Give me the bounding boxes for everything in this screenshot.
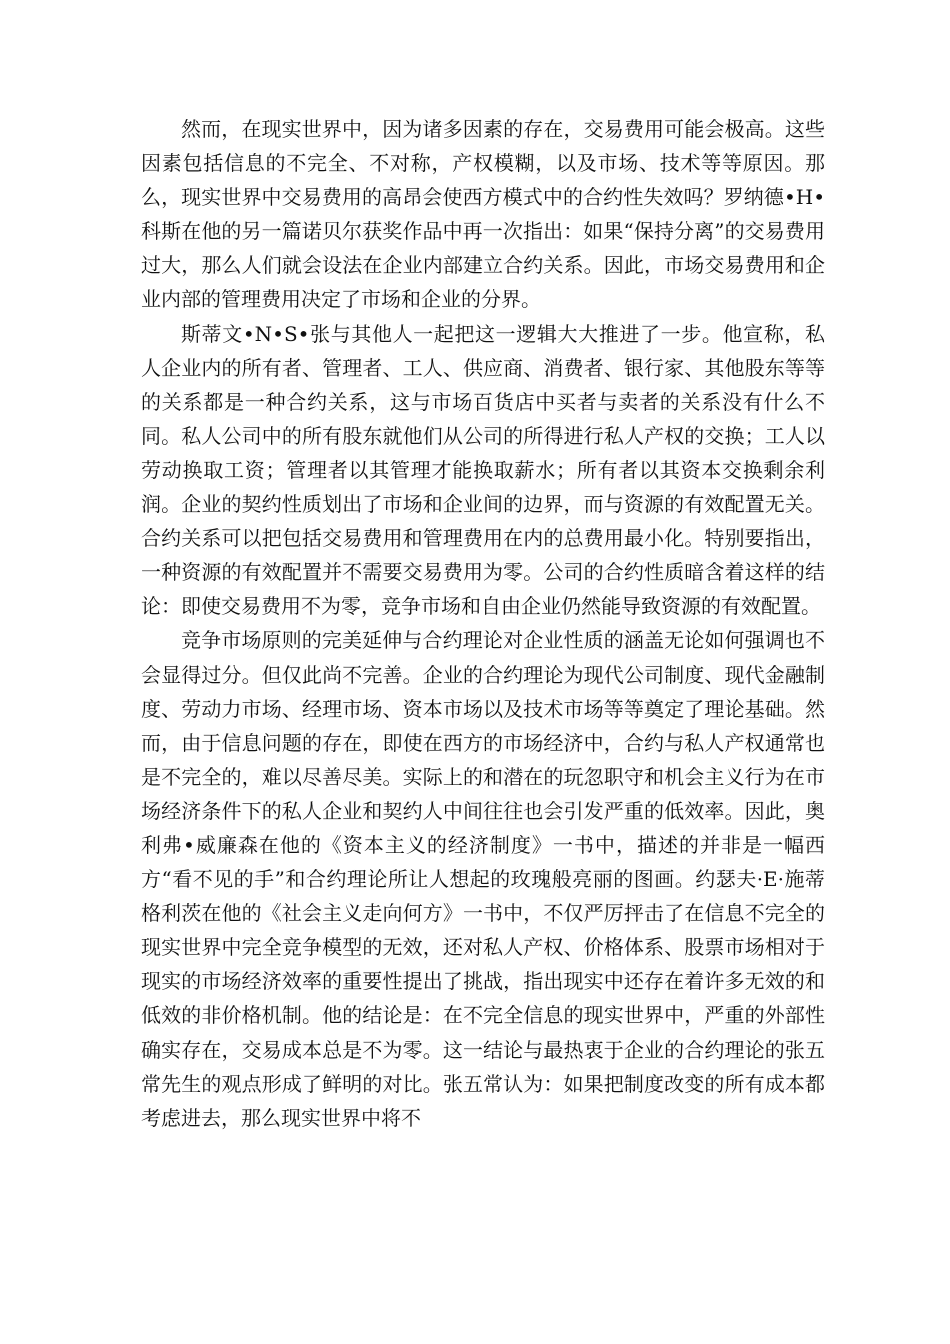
paragraph-3: 竞争市场原则的完美延伸与合约理论对企业性质的涵盖无论如何强调也不会显得过分。但仅此尚不完善。企业的合约理论为现代公司制度、现代金融制度、劳动力市场、经理市场、资本市场以及技术市场等等奠定了理论基础。然而，由于信息问题的存在，即使在西方的市场经济中，合约与私人产权通常也是不完全的，难以尽善尽美。实际上的和潜在的玩忽职守和机会主义行为在市场经济条件下的私人企业和契约人中间往往也会引发严重的低效率。因此，奥利弗•威廉森在他的《资本主义的经济制度》一书中，描述的并非是一幅西方“看不见的手”和合约理论所让人想起的玫瑰般亮丽的图画。约瑟夫·E·施蒂格利茨在他的《社会主义走向何方》一书中，不仅严厉抨击了在信息不完全的现实世界中完全竞争模型的无效，还对私人产权、价格体系、股票市场相对于现实的市场经济效率的重要性提出了挑战，指出现实中还存在着许多无效的和低效的非价格机制。他的结论是：在不完全信息的现实世界中，严重的外部性确实存在，交易成本总是不为零。这一结论与最热衷于企业的合约理论的张五常先生的观点形成了鲜明的对比。张五常认为：如果把制度改变的所有成本都考虑进去，那么现实世界中将不 (141, 628, 825, 1130)
document-body (141, 112, 825, 1135)
paragraph-1: 然而，在现实世界中，因为诸多因素的存在，交易费用可能会极高。这些因素包括信息的不完全、不对称，产权模糊，以及市场、技术等等原因。那么，现实世界中交易费用的高昂会使西方模式中的合约性失效吗？罗纳德•H•科斯在他的另一篇诺贝尔获奖作品中再一次指出：如果“保持分离”的交易费用过大，那么人们就会设法在企业内部建立合约关系。因此，市场交易费用和企业内部的管理费用决定了市场和企业的分界。 (141, 117, 825, 312)
paragraph-2: 斯蒂文•N•S•张与其他人一起把这一逻辑大大推进了一步。他宣称，私人企业内的所有者、管理者、工人、供应商、消费者、银行家、其他股东等等的关系都是一种合约关系，这与市场百货店中买者与卖者的关系没有什么不同。私人公司中的所有股东就他们从公司的所得进行私人产权的交换；工人以劳动换取工资；管理者以其管理才能换取薪水；所有者以其资本交换剩余利润。企业的契约性质划出了市场和企业间的边界，而与资源的有效配置无关。合约关系可以把包括交易费用和管理费用在内的总费用最小化。特别要指出，一种资源的有效配置并不需要交易费用为零。公司的合约性质暗含着这样的结论：即使交易费用不为零，竞争市场和自由企业仍然能导致资源的有效配置。 (141, 321, 825, 619)
